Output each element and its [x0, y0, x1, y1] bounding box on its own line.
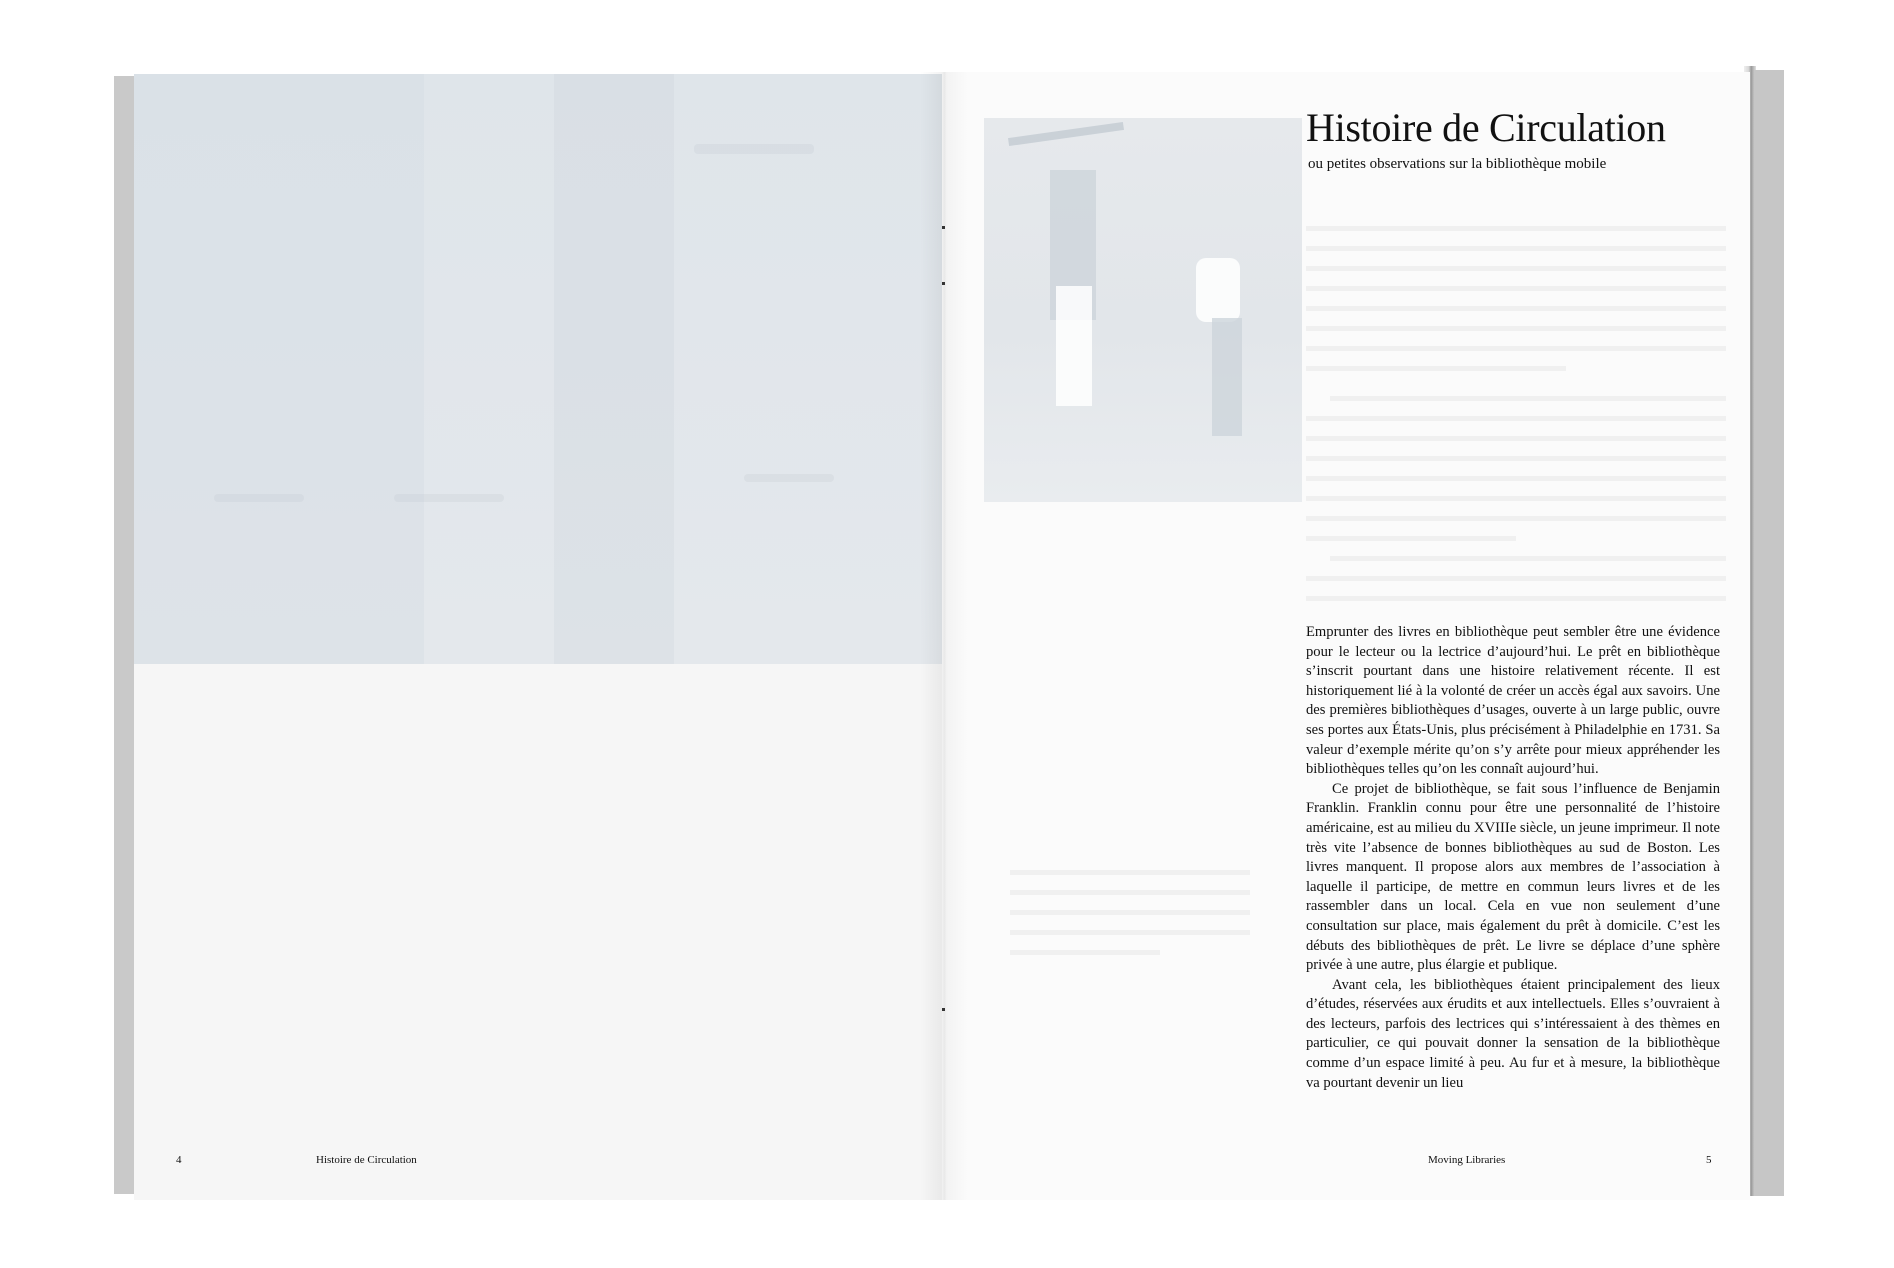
right-page-number: 5 — [1706, 1154, 1712, 1166]
paragraph-2: Ce projet de bibliothèque, se fait sous l’influence de Benjamin Franklin. Franklin connu pour être une personnalité de l’histoire américaine, est au milieu du XVIIIe siècle, un jeune imprimeur. Il note très vite l’absence de bonnes bibliothèques au sud de Boston. Les livres manquent. Il propose alors aux membres de l’association à laquelle il participe, de mettre en commun leurs livres et de les rassembler dans un local. Cela en vue non seulement d’une consultation sur place, mais également du prêt à domicile. C’est les débuts des bibliothèques de prêt. Le livre se déplace d’une sphère privée à une autre, plus élargie et publique. — [1306, 780, 1720, 974]
back-cover-edge-right — [1754, 70, 1784, 1196]
right-running-head: Moving Libraries — [1428, 1154, 1506, 1166]
back-cover-edge-left — [114, 76, 136, 1194]
photo-hat-shape — [1008, 122, 1124, 146]
page-title: Histoire de Circulation — [1306, 105, 1666, 150]
right-page-faded-photo — [984, 118, 1302, 502]
left-page-faded-photo — [134, 74, 942, 664]
paragraph-3: Avant cela, les bibliothèques étaient principalement des lieux d’études, réservées aux érudits et aux intellectuels. Elles s’ouvraient à des lecteurs, parfois des lectrices qui s’intéressaient à des thèmes en particulier, ce qui pouvait donner la sensation de la bibliothèque comme d’un espace limité à peu. Au fur et à mesure, la bibliothèque va pourtant devenir un lieu — [1306, 976, 1720, 1091]
left-running-head: Histoire de Circulation — [316, 1154, 417, 1166]
page-subtitle: ou petites observations sur la bibliothèque mobile — [1308, 156, 1607, 172]
paragraph-1: Emprunter des livres en bibliothèque peut sembler être une évidence pour le lecteur ou la lectrice d’aujourd’hui. Le prêt en bibliothèque s’inscrit pourtant dans une histoire relativement récente. Il est historiquement lié à la volonté de créer un accès égal aux savoirs. Une des premières bibliothèques d’usages, ouverte à un large public, ouvre ses portes aux États-Unis, plus précisément à Philadelphie en 1731. Sa valeur d’exemple mérite qu’on s’y arrête pour mieux appréhender les bibliothèques telles qu’on les connaît aujourd’hui. — [1306, 624, 1720, 778]
body-text — [1306, 623, 1720, 1093]
book-gutter-shadow — [920, 72, 968, 1200]
left-page-number: 4 — [176, 1154, 182, 1166]
